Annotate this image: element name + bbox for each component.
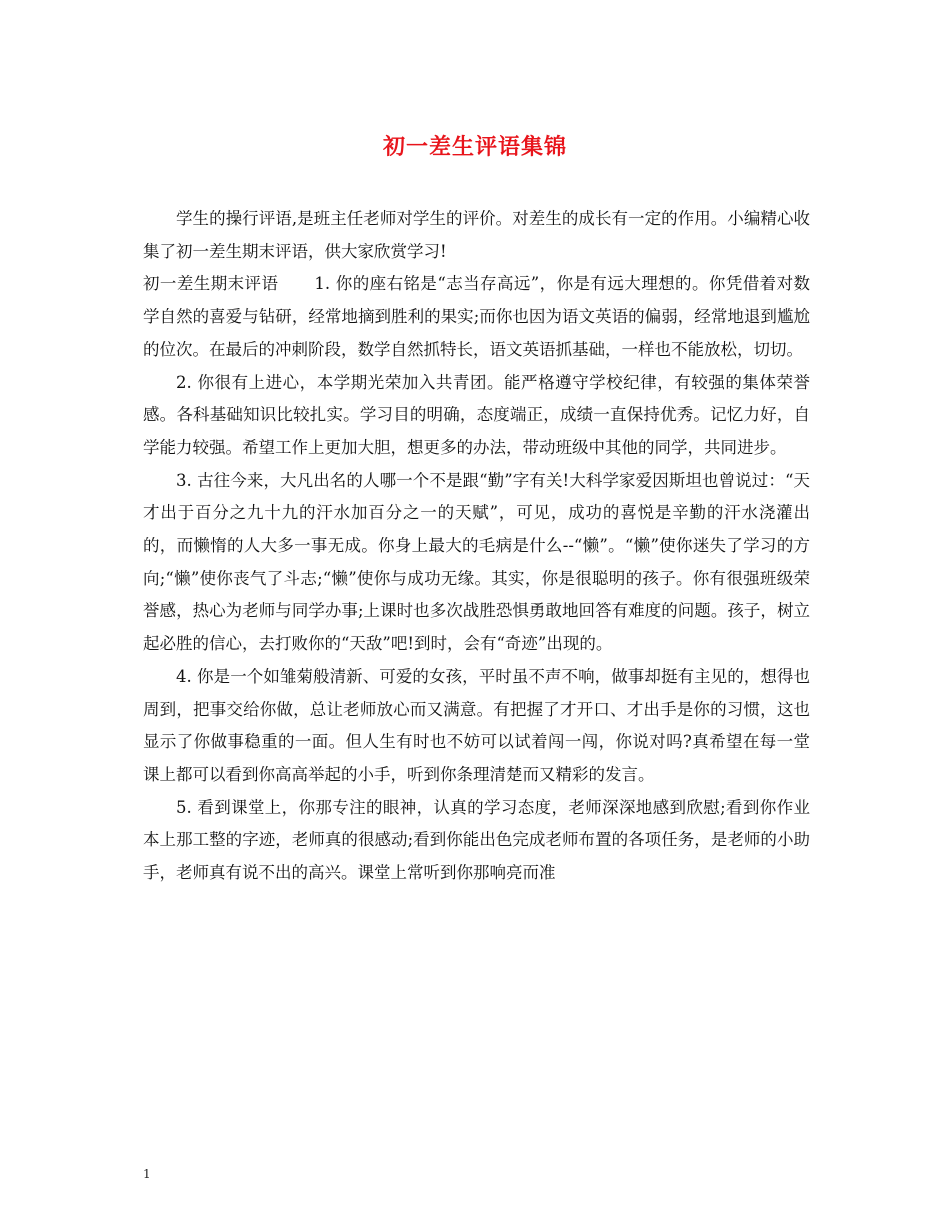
- first-entry-paragraph: [143, 268, 810, 366]
- intro-paragraph: 学生的操行评语,是班主任老师对学生的评价。对差生的成长有一定的作用。小编精心收集了初一差生期末评语，供大家欣赏学习!: [143, 209, 810, 261]
- section-heading: 初一差生期末评语: [143, 274, 279, 294]
- document-title: 初一差生评语集锦: [382, 134, 567, 160]
- entry-4-paragraph: 4. 你是一个如雏菊般清新、可爱的女孩，平时虽不声不响，做事却挺有主见的，想得也周到，把事交给你做，总让老师放心而又满意。有把握了才开口、才出手是你的习惯，这也显示了你做事稳重的一面。但人生有时也不妨可以试着闯一闯，你说对吗?真希望在每一堂课上都可以看到你高高举起的小手，听到你条理清楚而又精彩的发言。: [143, 666, 810, 784]
- entry-2-paragraph: 2. 你很有上进心，本学期光荣加入共青团。能严格遵守学校纪律，有较强的集体荣誉感。各科基础知识比较扎实。学习目的明确，态度端正，成绩一直保持优秀。记忆力好，自学能力较强。希望工作上更加大胆，想更多的办法，带动班级中其他的同学，共同进步。: [143, 372, 810, 457]
- page-number: 1: [143, 1167, 151, 1181]
- entry-1-text: 1. 你的座右铭是“志当存高远”，你是有远大理想的。你凭借着对数学自然的喜爱与钻研，经常地摘到胜利的果实;而你也因为语文英语的偏弱，经常地退到尴尬的位次。在最后的冲刺阶段，数学自然抓特长，语文英语抓基础，一样也不能放松，切切。: [143, 274, 811, 359]
- document-body: [143, 203, 810, 890]
- entry-3-paragraph: 3. 古往今来，大凡出名的人哪一个不是跟“勤”字有关!大科学家爱因斯坦也曾说过：“天才出于百分之九十九的汗水加百分之一的天赋”，可见，成功的喜悦是辛勤的汗水浇灌出的，而懒惰的人大多一事无成。你身上最大的毛病是什么--“懒”。“懒”使你迷失了学习的方向;“懒”使你丧气了斗志;“懒”使你与成功无缘。其实，你是很聪明的孩子。你有很强班级荣誉感，热心为老师与同学办事;上课时也多次战胜恐惧勇敢地回答有难度的问题。孩子，树立起必胜的信心，去打败你的“天敌”吧!到时，会有“奇迹”出现的。: [143, 470, 810, 654]
- entry-5-paragraph: 5. 看到课堂上，你那专注的眼神，认真的学习态度，老师深深地感到欣慰;看到你作业本上那工整的字迹，老师真的很感动;看到你能出色完成老师布置的各项任务，是老师的小助手，老师真有说不出的高兴。课堂上常听到你那响亮而准: [143, 797, 810, 883]
